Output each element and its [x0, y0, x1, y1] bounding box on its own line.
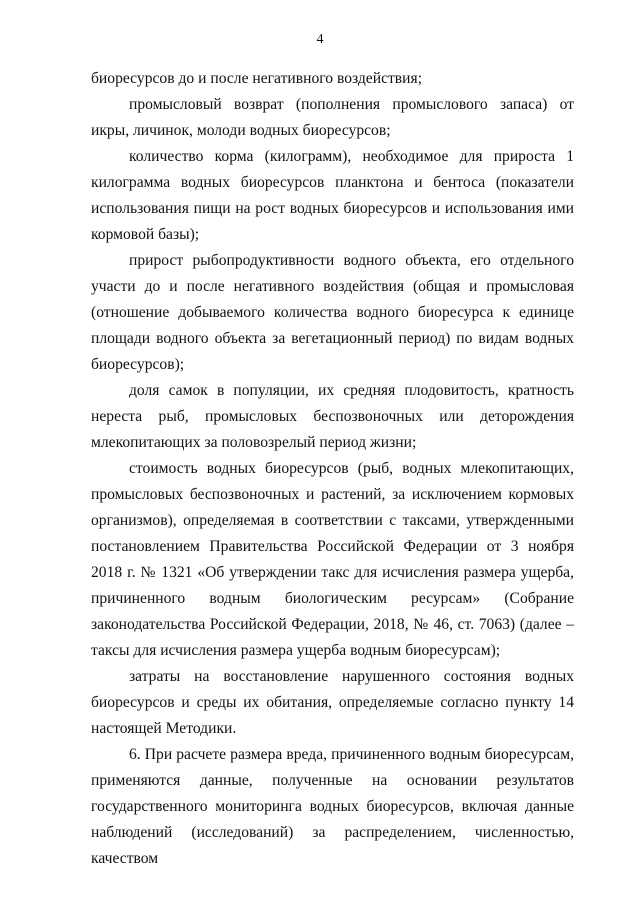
- document-body: [91, 66, 574, 872]
- paragraph-female-share: доля самок в популяции, их средняя плодовитость, кратность нереста рыб, промысловых беспозвоночных или деторождения млекопитающих за половозрелый период жизни;: [91, 382, 574, 451]
- paragraph-fish-productivity: прирост рыбопродуктивности водного объекта, его отдельного участи до и после негативного воздействия (общая и промысловая (отношение добываемого количества водного биоресурса к единице площади водного объекта за вегетационный период) по видам водных биоресурсов);: [91, 252, 574, 373]
- paragraph-item-6: 6. При расчете размера вреда, причиненного водным биоресурсам, применяются данные, полученные на основании результатов государственного мониторинга водных биоресурсов, включая данные наблюдений (исследований) за распределением, численностью, качеством: [91, 746, 574, 867]
- paragraph-feed-quantity: количество корма (килограмм), необходимое для прироста 1 килограмма водных биоресурсов планктона и бентоса (показатели использования пищи на рост водных биоресурсов и использования ими кормовой базы);: [91, 148, 574, 243]
- page-number: 4: [316, 32, 324, 47]
- paragraph-resource-cost: стоимость водных биоресурсов (рыб, водных млекопитающих, промысловых беспозвоночных и растений, за исключением кормовых организмов), определяемая в соответствии с таксами, утвержденными постановлением Правительства Российской Федерации от 3 ноября 2018 г. № 1321 «Об утверждении такс для исчисления размера ущерба, причиненного водным биологическим ресурсам» (Собрание законодательства Российской Федерации, 2018, № 46, ст. 7063) (далее – таксы для исчисления размера ущерба водным биоресурсам);: [91, 460, 574, 659]
- paragraph-restoration-costs: затраты на восстановление нарушенного состояния водных биоресурсов и среды их обитания, определяемые согласно пункту 14 настоящей Методики.: [91, 668, 574, 737]
- paragraph-commercial-return: промысловый возврат (пополнения промыслового запаса) от икры, личинок, молоди водных биоресурсов;: [91, 96, 574, 139]
- paragraph-continuation: биоресурсов до и после негативного воздействия;: [91, 70, 423, 87]
